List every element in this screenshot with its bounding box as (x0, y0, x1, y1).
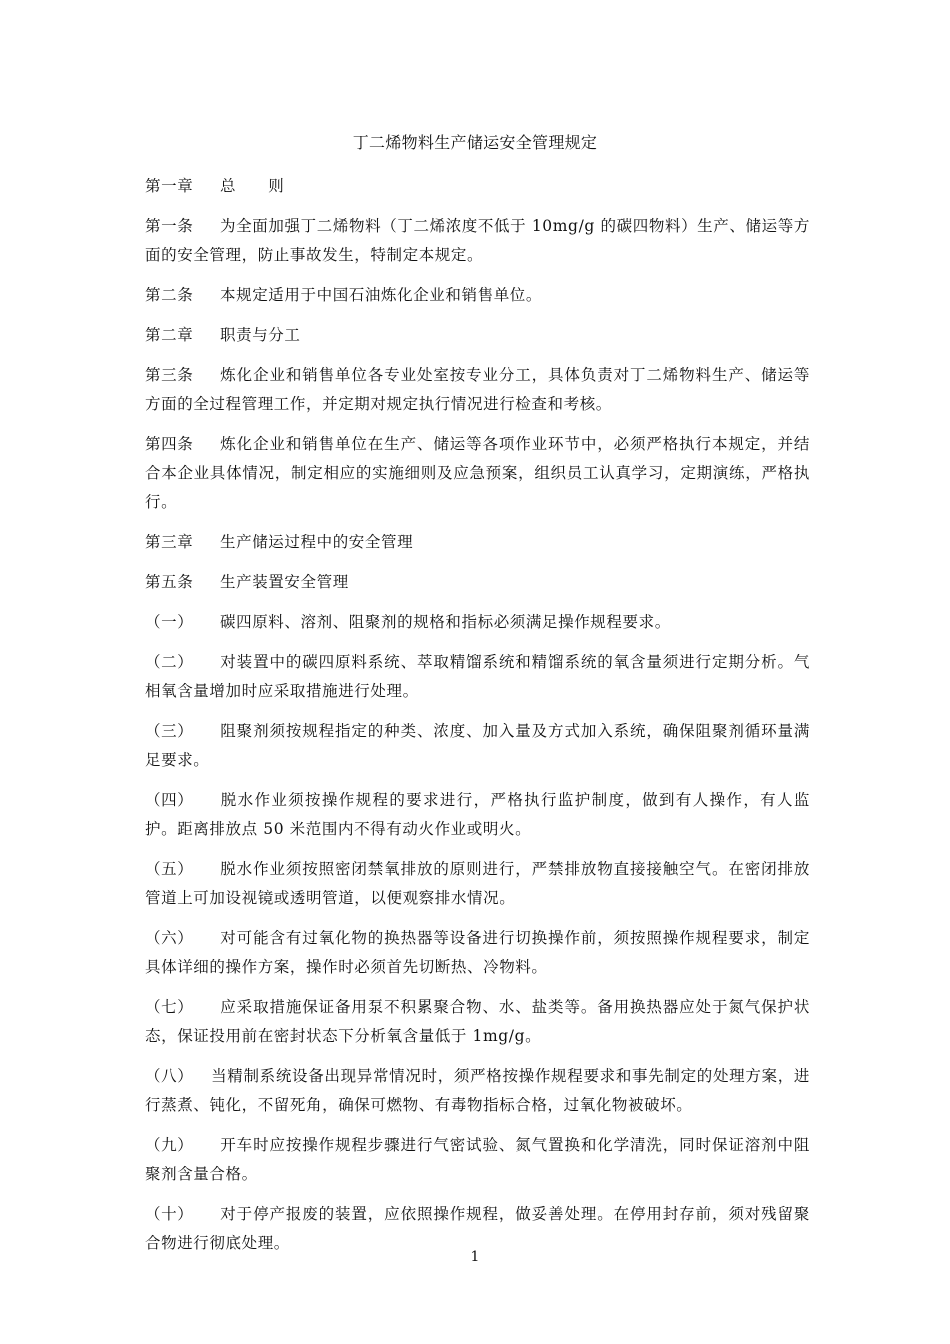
clause-text: 对可能含有过氧化物的换热器等设备进行切换操作前，须按照操作规程要求，制定具体详细的操作方案，操作时必须首先切断热、冷物料。 (145, 929, 810, 976)
chapter-heading (145, 321, 810, 350)
article-paragraph (145, 430, 810, 517)
clause-text: 对于停产报废的装置，应依照操作规程，做妥善处理。在停用封存前，须对残留聚合物进行彻底处理。 (145, 1205, 810, 1252)
clause-number: （四） (145, 791, 194, 809)
clause-number: （七） (145, 998, 194, 1016)
clause-text: 对装置中的碳四原料系统、萃取精馏系统和精馏系统的氧含量须进行定期分析。气相氧含量增加时应采取措施进行处理。 (145, 653, 810, 700)
chapter-heading (145, 528, 810, 557)
clause-number: （五） (145, 860, 194, 878)
clause-paragraph (145, 1131, 810, 1189)
article-paragraph (145, 281, 810, 310)
clause-number: （八） (145, 1067, 194, 1085)
article-number: 第三条 (145, 366, 194, 384)
clause-paragraph (145, 855, 810, 913)
chapter-number: 第二章 (145, 326, 194, 344)
clause-number: （二） (145, 653, 194, 671)
article-text: 本规定适用于中国石油炼化企业和销售单位。 (220, 286, 543, 304)
clause-text: 碳四原料、溶剂、阻聚剂的规格和指标必须满足操作规程要求。 (220, 613, 671, 631)
chapter-title: 职责与分工 (220, 326, 301, 344)
clause-paragraph (145, 608, 810, 637)
clause-number: （一） (145, 613, 194, 631)
clause-paragraph (145, 648, 810, 706)
chapter-title: 生产储运过程中的安全管理 (220, 533, 414, 551)
article-paragraph (145, 212, 810, 270)
article-text: 炼化企业和销售单位在生产、储运等各项作业环节中，必须严格执行本规定，并结合本企业具体情况，制定相应的实施细则及应急预案，组织员工认真学习，定期演练，严格执行。 (145, 435, 810, 511)
page-number: 1 (470, 1249, 480, 1265)
article-paragraph (145, 568, 810, 597)
article-text: 生产装置安全管理 (220, 573, 349, 591)
article-text: 为全面加强丁二烯物料（丁二烯浓度不低于 10mg/g 的碳四物料）生产、储运等方面的安全管理，防止事故发生，特制定本规定。 (145, 217, 810, 264)
clause-paragraph (145, 1062, 810, 1120)
chapter-number: 第三章 (145, 533, 194, 551)
clause-text: 应采取措施保证备用泵不积累聚合物、水、盐类等。备用换热器应处于氮气保护状态，保证投用前在密封状态下分析氧含量低于 1mg/g。 (145, 998, 810, 1045)
clause-text: 开车时应按操作规程步骤进行气密试验、氮气置换和化学清洗，同时保证溶剂中阻聚剂含量合格。 (145, 1136, 810, 1183)
clause-number: （九） (145, 1136, 194, 1154)
clause-paragraph (145, 924, 810, 982)
article-paragraph (145, 361, 810, 419)
article-number: 第五条 (145, 573, 194, 591)
clause-paragraph (145, 786, 810, 844)
clause-text: 脱水作业须按操作规程的要求进行，严格执行监护制度，做到有人操作，有人监护。距离排放点 50 米范围内不得有动火作业或明火。 (145, 791, 810, 838)
clause-paragraph (145, 993, 810, 1051)
document-title: 丁二烯物料生产储运安全管理规定 (352, 133, 598, 152)
chapter-heading (145, 172, 810, 201)
clause-paragraph (145, 717, 810, 775)
article-number: 第四条 (145, 435, 194, 453)
article-number: 第一条 (145, 217, 194, 235)
clause-number: （十） (145, 1205, 194, 1223)
article-text: 炼化企业和销售单位各专业处室按专业分工，具体负责对丁二烯物料生产、储运等方面的全过程管理工作，并定期对规定执行情况进行检查和考核。 (145, 366, 810, 413)
chapter-number: 第一章 (145, 177, 194, 195)
clause-text: 阻聚剂须按规程指定的种类、浓度、加入量及方式加入系统，确保阻聚剂循环量满足要求。 (145, 722, 810, 769)
article-number: 第二条 (145, 286, 194, 304)
chapter-title: 总 则 (220, 177, 285, 195)
clause-number: （六） (145, 929, 194, 947)
clause-text: 脱水作业须按照密闭禁氧排放的原则进行，严禁排放物直接接触空气。在密闭排放管道上可加设视镜或透明管道，以便观察排水情况。 (145, 860, 810, 907)
clause-number: （三） (145, 722, 194, 740)
document-body (145, 172, 810, 1269)
clause-text: 当精制系统设备出现异常情况时，须严格按操作规程要求和事先制定的处理方案，进行蒸煮、钝化，不留死角，确保可燃物、有毒物指标合格，过氧化物被破坏。 (145, 1067, 810, 1114)
